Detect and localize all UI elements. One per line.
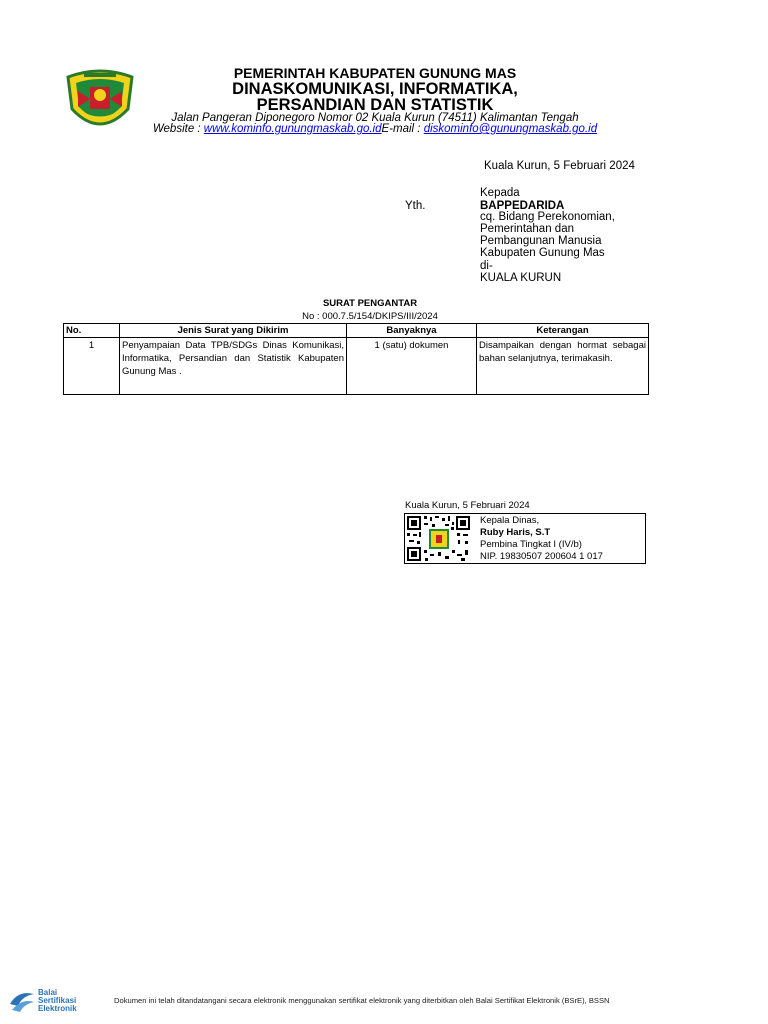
- bsre-line: Balai: [38, 988, 58, 997]
- recipient-name: BAPPEDARIDA: [480, 200, 565, 212]
- bsre-line: Elektronik: [38, 1004, 77, 1013]
- col-header-jenis: Jenis Surat yang Dikirim: [120, 324, 347, 338]
- cell-jenis: Penyampaian Data TPB/SDGs Dinas Komunikasi, Informatika, Persandian dan Statistik Kabupaten Gunung Mas .: [120, 338, 347, 395]
- letter-title: SURAT PENGANTAR: [322, 298, 418, 309]
- cell-banyaknya: 1 (satu) dokumen: [347, 338, 477, 395]
- kepada-label: Kepada: [480, 187, 520, 199]
- cell-no: 1: [64, 338, 120, 395]
- col-header-banyaknya: Banyaknya: [347, 324, 477, 338]
- header-address: Jalan Pangeran Diponegoro Nomor 02 Kuala Kurun (74511) Kalimantan Tengah: [171, 112, 579, 124]
- col-header-keterangan: Keterangan: [477, 324, 649, 338]
- signature-rank: Pembina Tingkat I (IV/b): [480, 539, 582, 550]
- table-row: [64, 338, 649, 395]
- website-label: Website :: [152, 123, 204, 135]
- signature-nip: NIP. 19830507 200604 1 017: [480, 551, 603, 562]
- recipient-line: Pemerintahan dan: [480, 223, 574, 235]
- recipient-line: cq. Bidang Perekonomian,: [480, 211, 615, 223]
- col-header-no: No.: [64, 324, 120, 338]
- qr-code-icon: [405, 514, 472, 563]
- header-contact: [140, 123, 610, 135]
- cell-keterangan: Disampaikan dengan hormat sebagai bahan selanjutnya, terimakasih.: [477, 338, 649, 395]
- recipient-line: di-: [480, 260, 493, 272]
- letter-date: Kuala Kurun, 5 Februari 2024: [484, 160, 635, 172]
- bsre-wordmark: [38, 989, 77, 1013]
- email-link[interactable]: diskominfo@gunungmaskab.go.id: [423, 123, 598, 135]
- header-agency-line2: PERSANDIAN DAN STATISTIK: [256, 96, 494, 114]
- bsre-logo-icon: [8, 988, 36, 1014]
- recipient-line: Kabupaten Gunung Mas: [480, 247, 605, 259]
- letter-number: No : 000.7.5/154/DKIPS/III/2024: [302, 311, 438, 322]
- website-link[interactable]: www.kominfo.gunungmaskab.go.id: [203, 123, 382, 135]
- signature-position: Kepala Dinas,: [480, 515, 540, 526]
- signature-date: Kuala Kurun, 5 Februari 2024: [405, 500, 530, 511]
- signature-name: Ruby Haris, S.T: [480, 527, 551, 538]
- header-government: PEMERINTAH KABUPATEN GUNUNG MAS: [233, 65, 517, 81]
- table-header-row: [64, 324, 649, 338]
- footer-disclaimer: Dokumen ini telah ditandatangani secara elektronik menggunakan sertifikat elektronik yang diterbitkan oleh Balai Sertifikat Elektronik (BSrE), BSSN: [114, 996, 610, 1005]
- recipient-line: KUALA KURUN: [480, 272, 562, 284]
- email-label: E-mail :: [381, 123, 424, 135]
- yth-label: Yth.: [405, 200, 426, 212]
- regency-emblem-icon: [64, 69, 136, 135]
- bsre-line: Sertifikasi: [38, 996, 77, 1005]
- document-table: [63, 323, 649, 395]
- recipient-line: Pembangunan Manusia: [480, 235, 602, 247]
- header-agency-line1: DINASKOMUNIKASI, INFORMATIKA,: [232, 80, 518, 98]
